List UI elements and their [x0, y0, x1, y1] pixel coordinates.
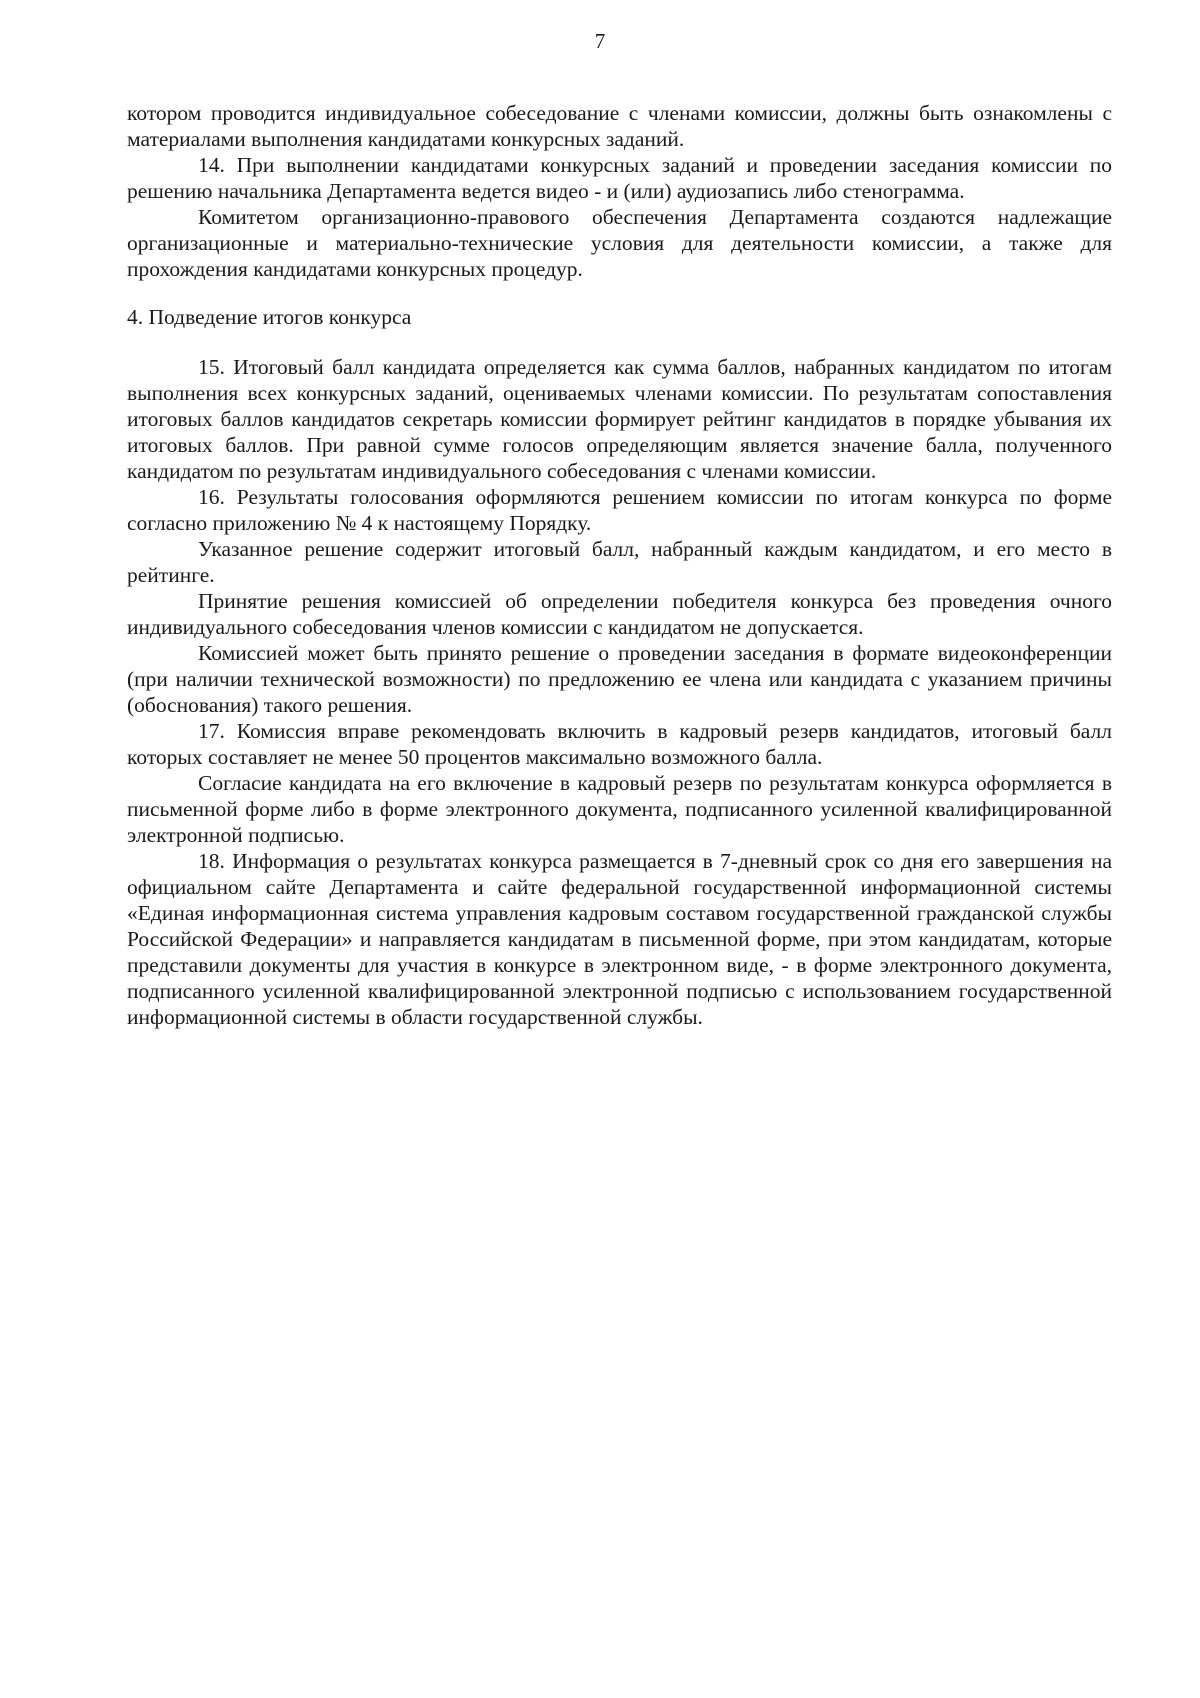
paragraph-continuation: котором проводится индивидуальное собеседование с членами комиссии, должны быть ознакомлены с материалами выполнения кандидатами конкурсных заданий. [127, 101, 1112, 151]
paragraph-16: 16. Результаты голосования оформляются решением комиссии по итогам конкурса по форме согласно приложению № 4 к настоящему Порядку. [127, 485, 1112, 535]
paragraph-decision-content: Указанное решение содержит итоговый балл, набранный каждым кандидатом, и его место в рейтинге. [127, 537, 1112, 587]
section-heading: 4. Подведение итогов конкурса [127, 305, 412, 329]
paragraph-no-interview-prohibition: Принятие решения комиссией об определении победителя конкурса без проведения очного индивидуального собеседования членов комиссии с кандидатом не допускается. [127, 589, 1112, 639]
paragraph-reserve-consent: Согласие кандидата на его включение в кадровый резерв по результатам конкурса оформляется в письменной форме либо в форме электронного документа, подписанного усиленной квалифицированной электронной подписью. [127, 771, 1112, 847]
paragraph-committee-conditions: Комитетом организационно-правового обеспечения Департамента создаются надлежащие организационные и материально-технические условия для деятельности комиссии, а также для прохождения кандидатами конкурсных процедур. [127, 205, 1112, 281]
paragraph-14: 14. При выполнении кандидатами конкурсных заданий и проведении заседания комиссии по решению начальника Департамента ведется видео - и (или) аудиозапись либо стенограмма. [127, 153, 1112, 203]
paragraph-17: 17. Комиссия вправе рекомендовать включить в кадровый резерв кандидатов, итоговый балл которых составляет не менее 50 процентов максимально возможного балла. [127, 719, 1112, 769]
paragraph-videoconference: Комиссией может быть принято решение о проведении заседания в формате видеоконференции (при наличии технической возможности) по предложению ее члена или кандидата с указанием причины (обоснования) такого решения. [127, 641, 1112, 717]
paragraph-15: 15. Итоговый балл кандидата определяется как сумма баллов, набранных кандидатом по итогам выполнения всех конкурсных заданий, оцениваемых членами комиссии. По результатам сопоставления итоговых баллов кандидатов секретарь комиссии формирует рейтинг кандидатов в порядке убывания их итоговых баллов. При равной сумме голосов определяющим является значение балла, полученного кандидатом по результатам индивидуального собеседования с членами комиссии. [127, 355, 1112, 483]
page-number: 7 [594, 29, 606, 53]
paragraph-18: 18. Информация о результатах конкурса размещается в 7-дневный срок со дня его завершения на официальном сайте Департамента и сайте федеральной государственной информационной системы «Единая информационная система управления кадровым составом государственной гражданской службы Российской Федерации» и направляется кандидатам в письменной форме, при этом кандидатам, которые представили документы для участия в конкурсе в электронном виде, - в форме электронного документа, подписанного усиленной квалифицированной электронной подписью с использованием государственной информационной системы в области государственной службы. [127, 849, 1112, 1029]
document-body [127, 100, 1112, 1030]
